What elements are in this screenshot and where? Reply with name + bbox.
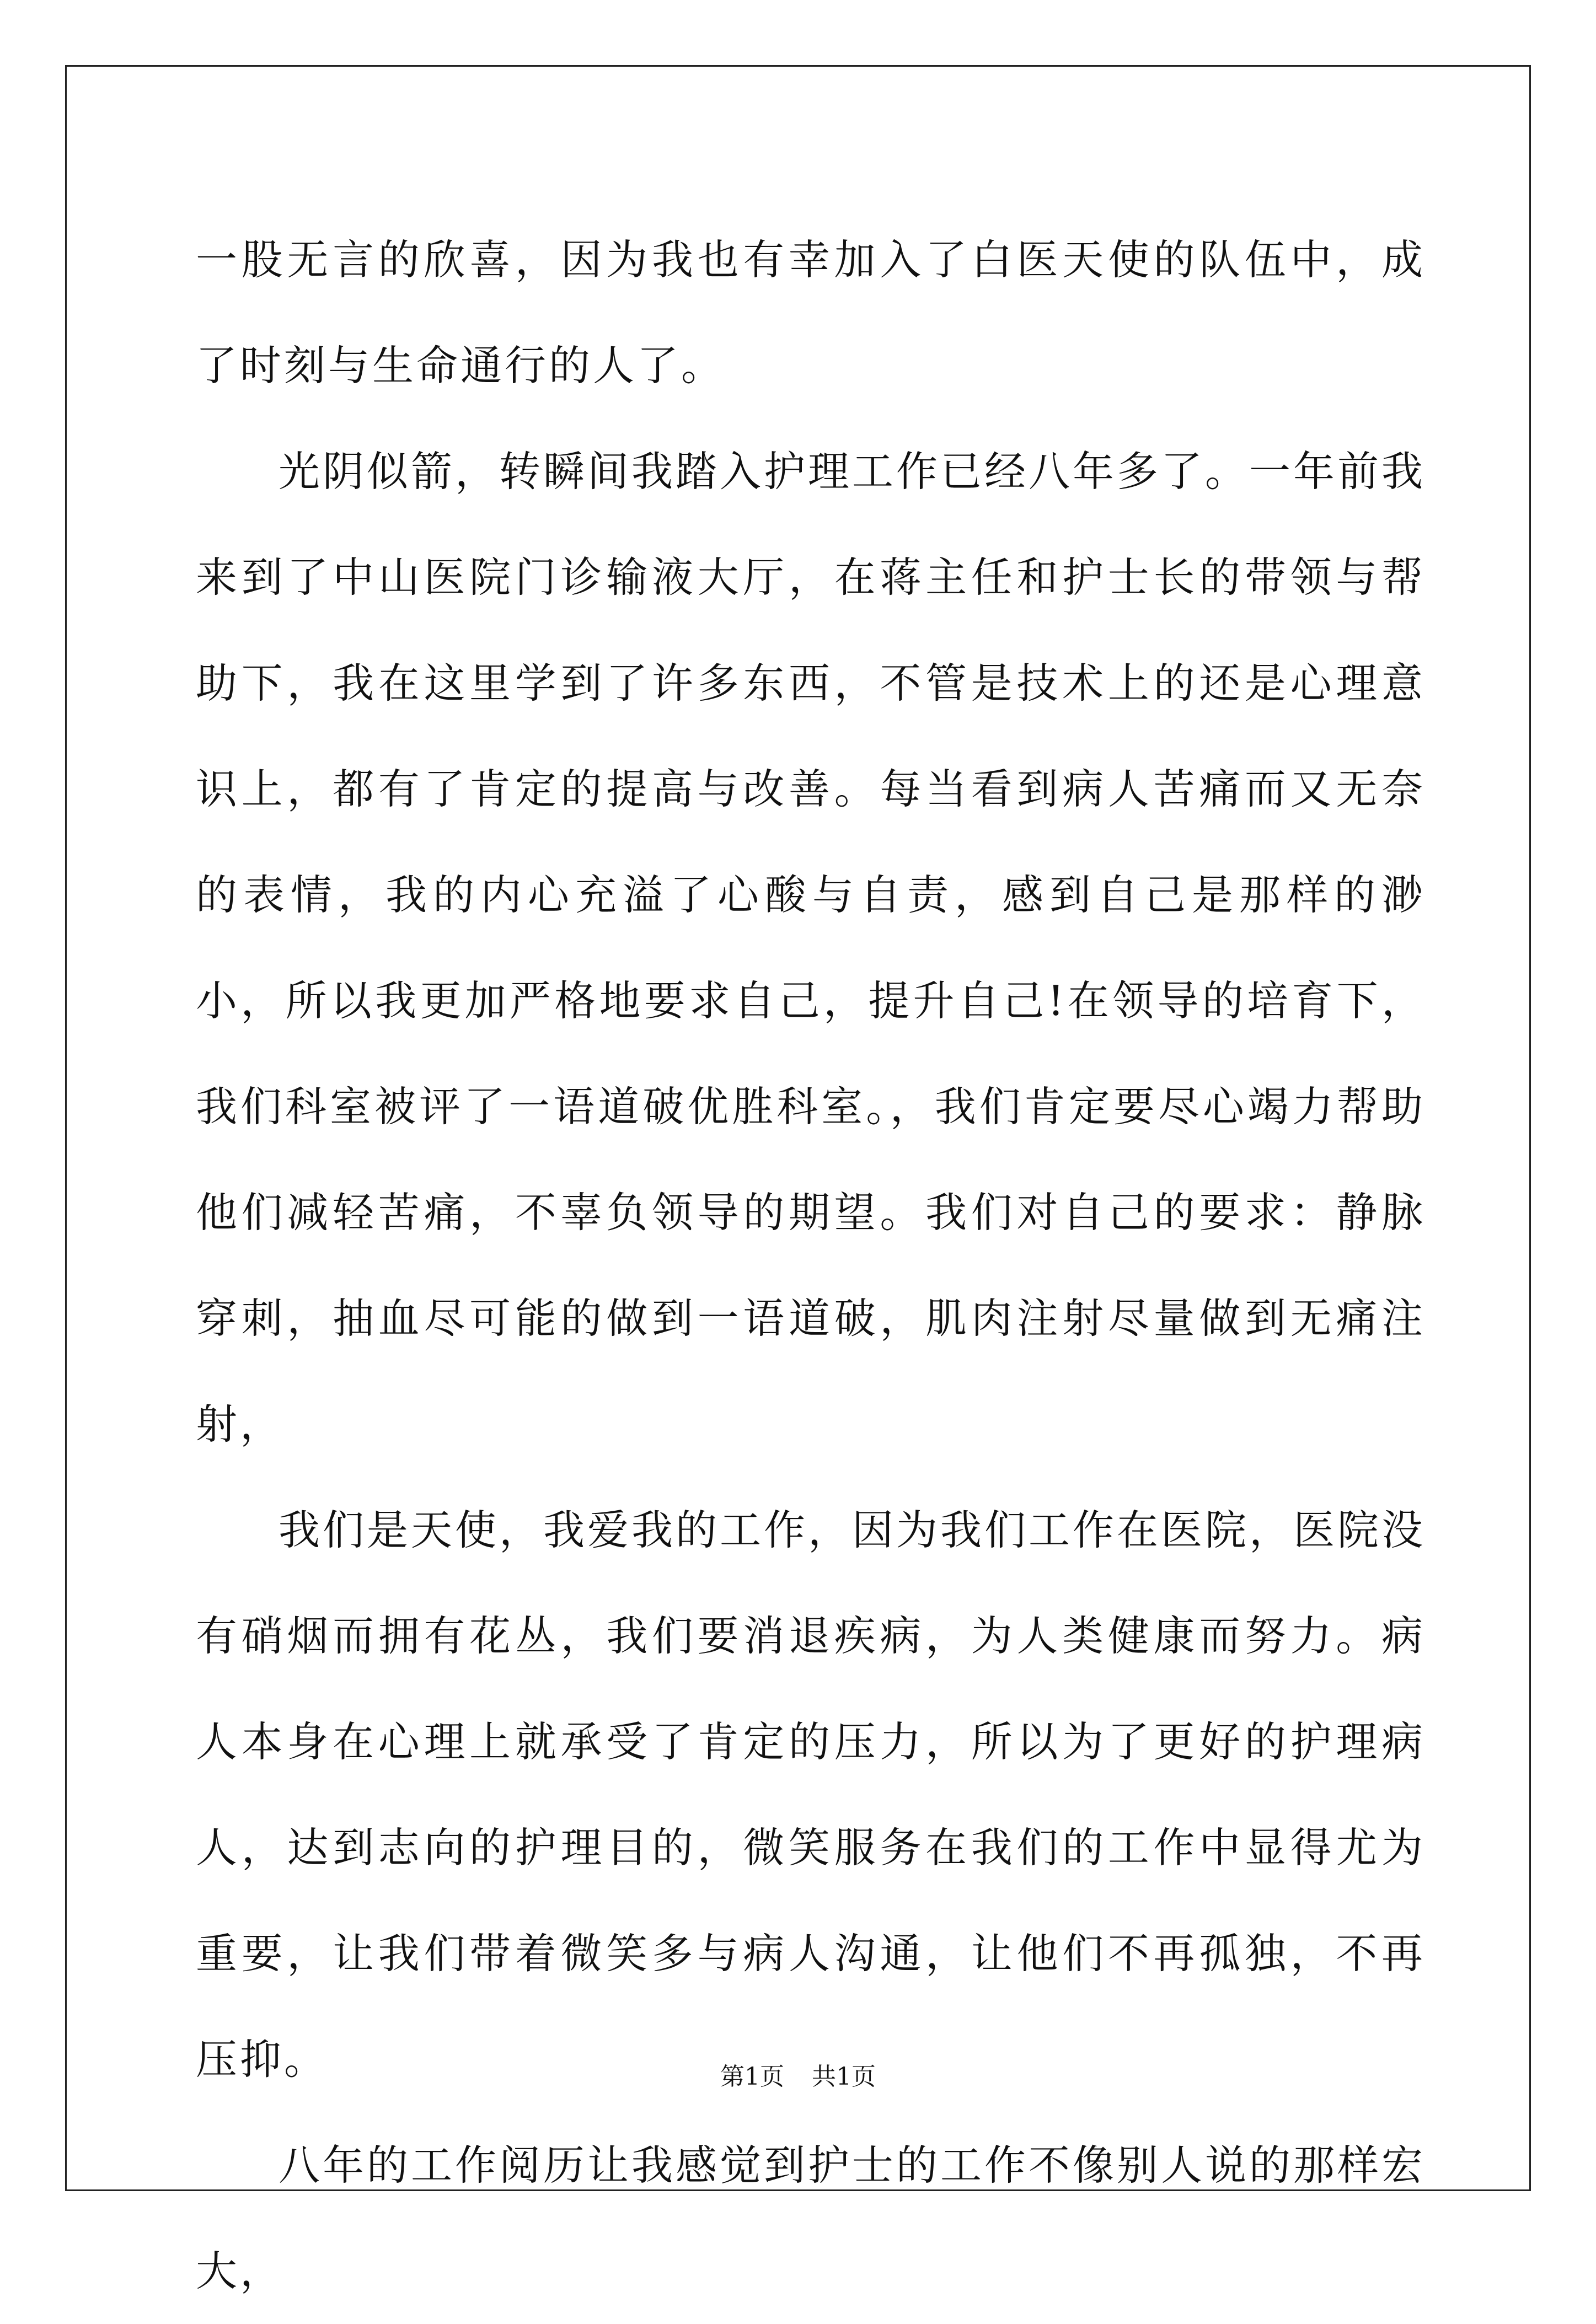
document-body [196,207,1426,2324]
paragraph: 光阴似箭，转瞬间我踏入护理工作已经八年多了。一年前我来到了中山医院门诊输液大厅，在蒋主任和护士长的带领与帮助下，我在这里学到了许多东西，不管是技术上的还是心理意识上，都有了肯定的提高与改善。每当看到病人苦痛而又无奈的表情，我的内心充溢了心酸与自责，感到自己是那样的渺小，所以我更加严格地要求自己，提升自己!在领导的培育下，我们科室被评了一语道破优胜科室。，我们肯定要尽心竭力帮助他们减轻苦痛，不辜负领导的期望。我们对自己的要求：静脉穿刺，抽血尽可能的做到一语道破，肌肉注射尽量做到无痛注射， [196,447,1426,1448]
page-total: 共1页 [812,2063,876,2091]
paragraph: 一股无言的欣喜，因为我也有幸加入了白医天使的队伍中，成了时刻与生命通行的人了。 [196,235,1426,390]
page-footer [0,2057,1596,2092]
page-number: 第1页 [720,2063,784,2091]
paragraph: 我们是天使，我爱我的工作，因为我们工作在医院，医院没有硝烟而拥有花丛，我们要消退疾病，为人类健康而努力。病人本身在心理上就承受了肯定的压力，所以为了更好的护理病人，达到志向的护理目的，微笑服务在我们的工作中显得尤为重要，让我们带着微笑多与病人沟通，让他们不再孤独，不再压抑。 [196,1506,1426,2084]
paragraph: 八年的工作阅历让我感觉到护士的工作不像别人说的那样宏大， [196,2141,1426,2295]
